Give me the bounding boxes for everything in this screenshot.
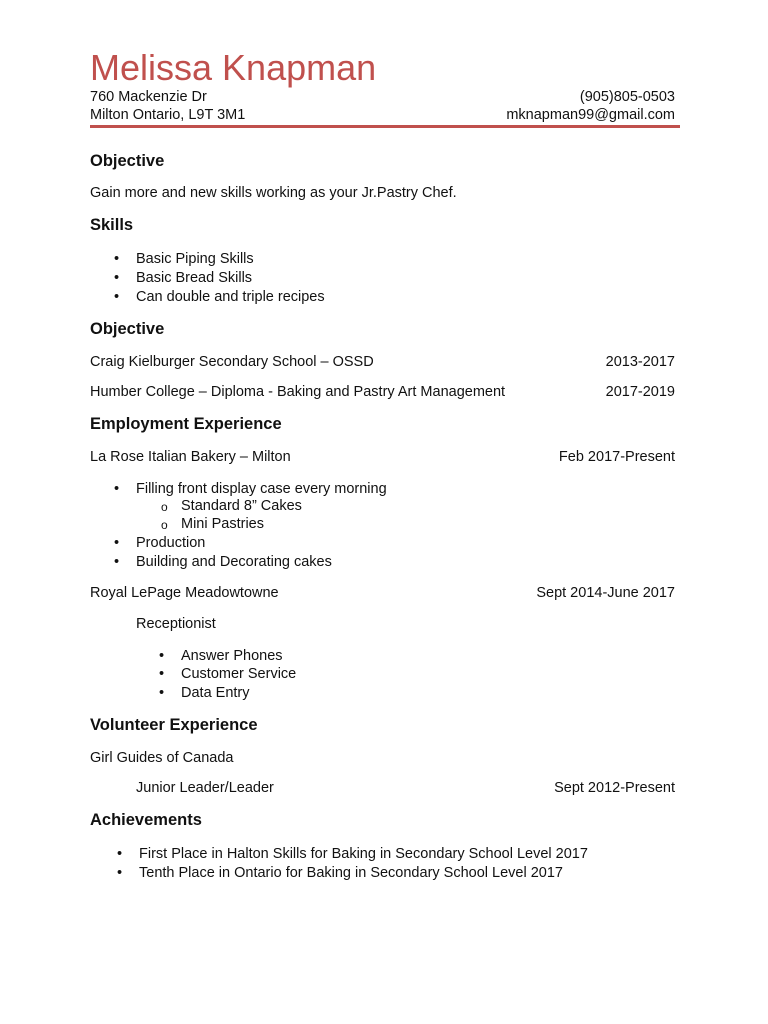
skills-heading: Skills <box>90 216 134 234</box>
resume-name: Melissa Knapman <box>90 47 377 88</box>
email-address: mknapman99@gmail.com <box>506 107 675 123</box>
job-role: Receptionist <box>136 616 216 632</box>
education-date: 2017-2019 <box>605 384 675 400</box>
job-subduty: o Standard 8” Cakes <box>181 498 302 514</box>
education-title: Humber College – Diploma - Baking and Pastry Art Management <box>90 384 506 400</box>
volunteer-org: Girl Guides of Canada <box>90 750 234 766</box>
volunteer-role: Junior Leader/Leader <box>136 780 274 796</box>
achievement-item: • Tenth Place in Ontario for Baking in Secondary School Level 2017 <box>139 865 563 881</box>
job-duty: • Data Entry <box>181 685 250 701</box>
address-line-1: 760 Mackenzie Dr <box>90 89 207 105</box>
volunteer-heading: Volunteer Experience <box>90 716 258 734</box>
skill-item: • Can double and triple recipes <box>136 289 325 305</box>
skill-item: • Basic Piping Skills <box>136 251 254 267</box>
phone-number: (905)805-0503 <box>579 89 675 105</box>
header-divider <box>90 125 680 128</box>
education-date: 2013-2017 <box>605 354 675 370</box>
objective-heading: Objective <box>90 152 165 170</box>
job-title: Royal LePage Meadowtowne <box>90 585 279 601</box>
job-subduty: o Mini Pastries <box>181 516 264 532</box>
achievements-heading: Achievements <box>90 811 202 829</box>
job-date: Feb 2017-Present <box>558 449 675 465</box>
job-duty: • Production <box>136 535 205 551</box>
education-title: Craig Kielburger Secondary School – OSSD <box>90 354 374 370</box>
objective-text: Gain more and new skills working as your Jr.Pastry Chef. <box>90 185 457 201</box>
job-date: Sept 2014-June 2017 <box>536 585 675 601</box>
address-line-2: Milton Ontario, L9T 3M1 <box>90 107 246 123</box>
volunteer-date: Sept 2012-Present <box>554 780 675 796</box>
employment-heading: Employment Experience <box>90 415 282 433</box>
skill-item: • Basic Bread Skills <box>136 270 252 286</box>
job-duty: • Answer Phones <box>181 648 283 664</box>
job-duty: • Customer Service <box>181 666 296 682</box>
job-duty: • Building and Decorating cakes <box>136 554 332 570</box>
job-duty: • Filling front display case every morning <box>136 481 387 497</box>
education-heading: Objective <box>90 320 165 338</box>
job-title: La Rose Italian Bakery – Milton <box>90 449 291 465</box>
achievement-item: • First Place in Halton Skills for Baking in Secondary School Level 2017 <box>139 846 588 862</box>
